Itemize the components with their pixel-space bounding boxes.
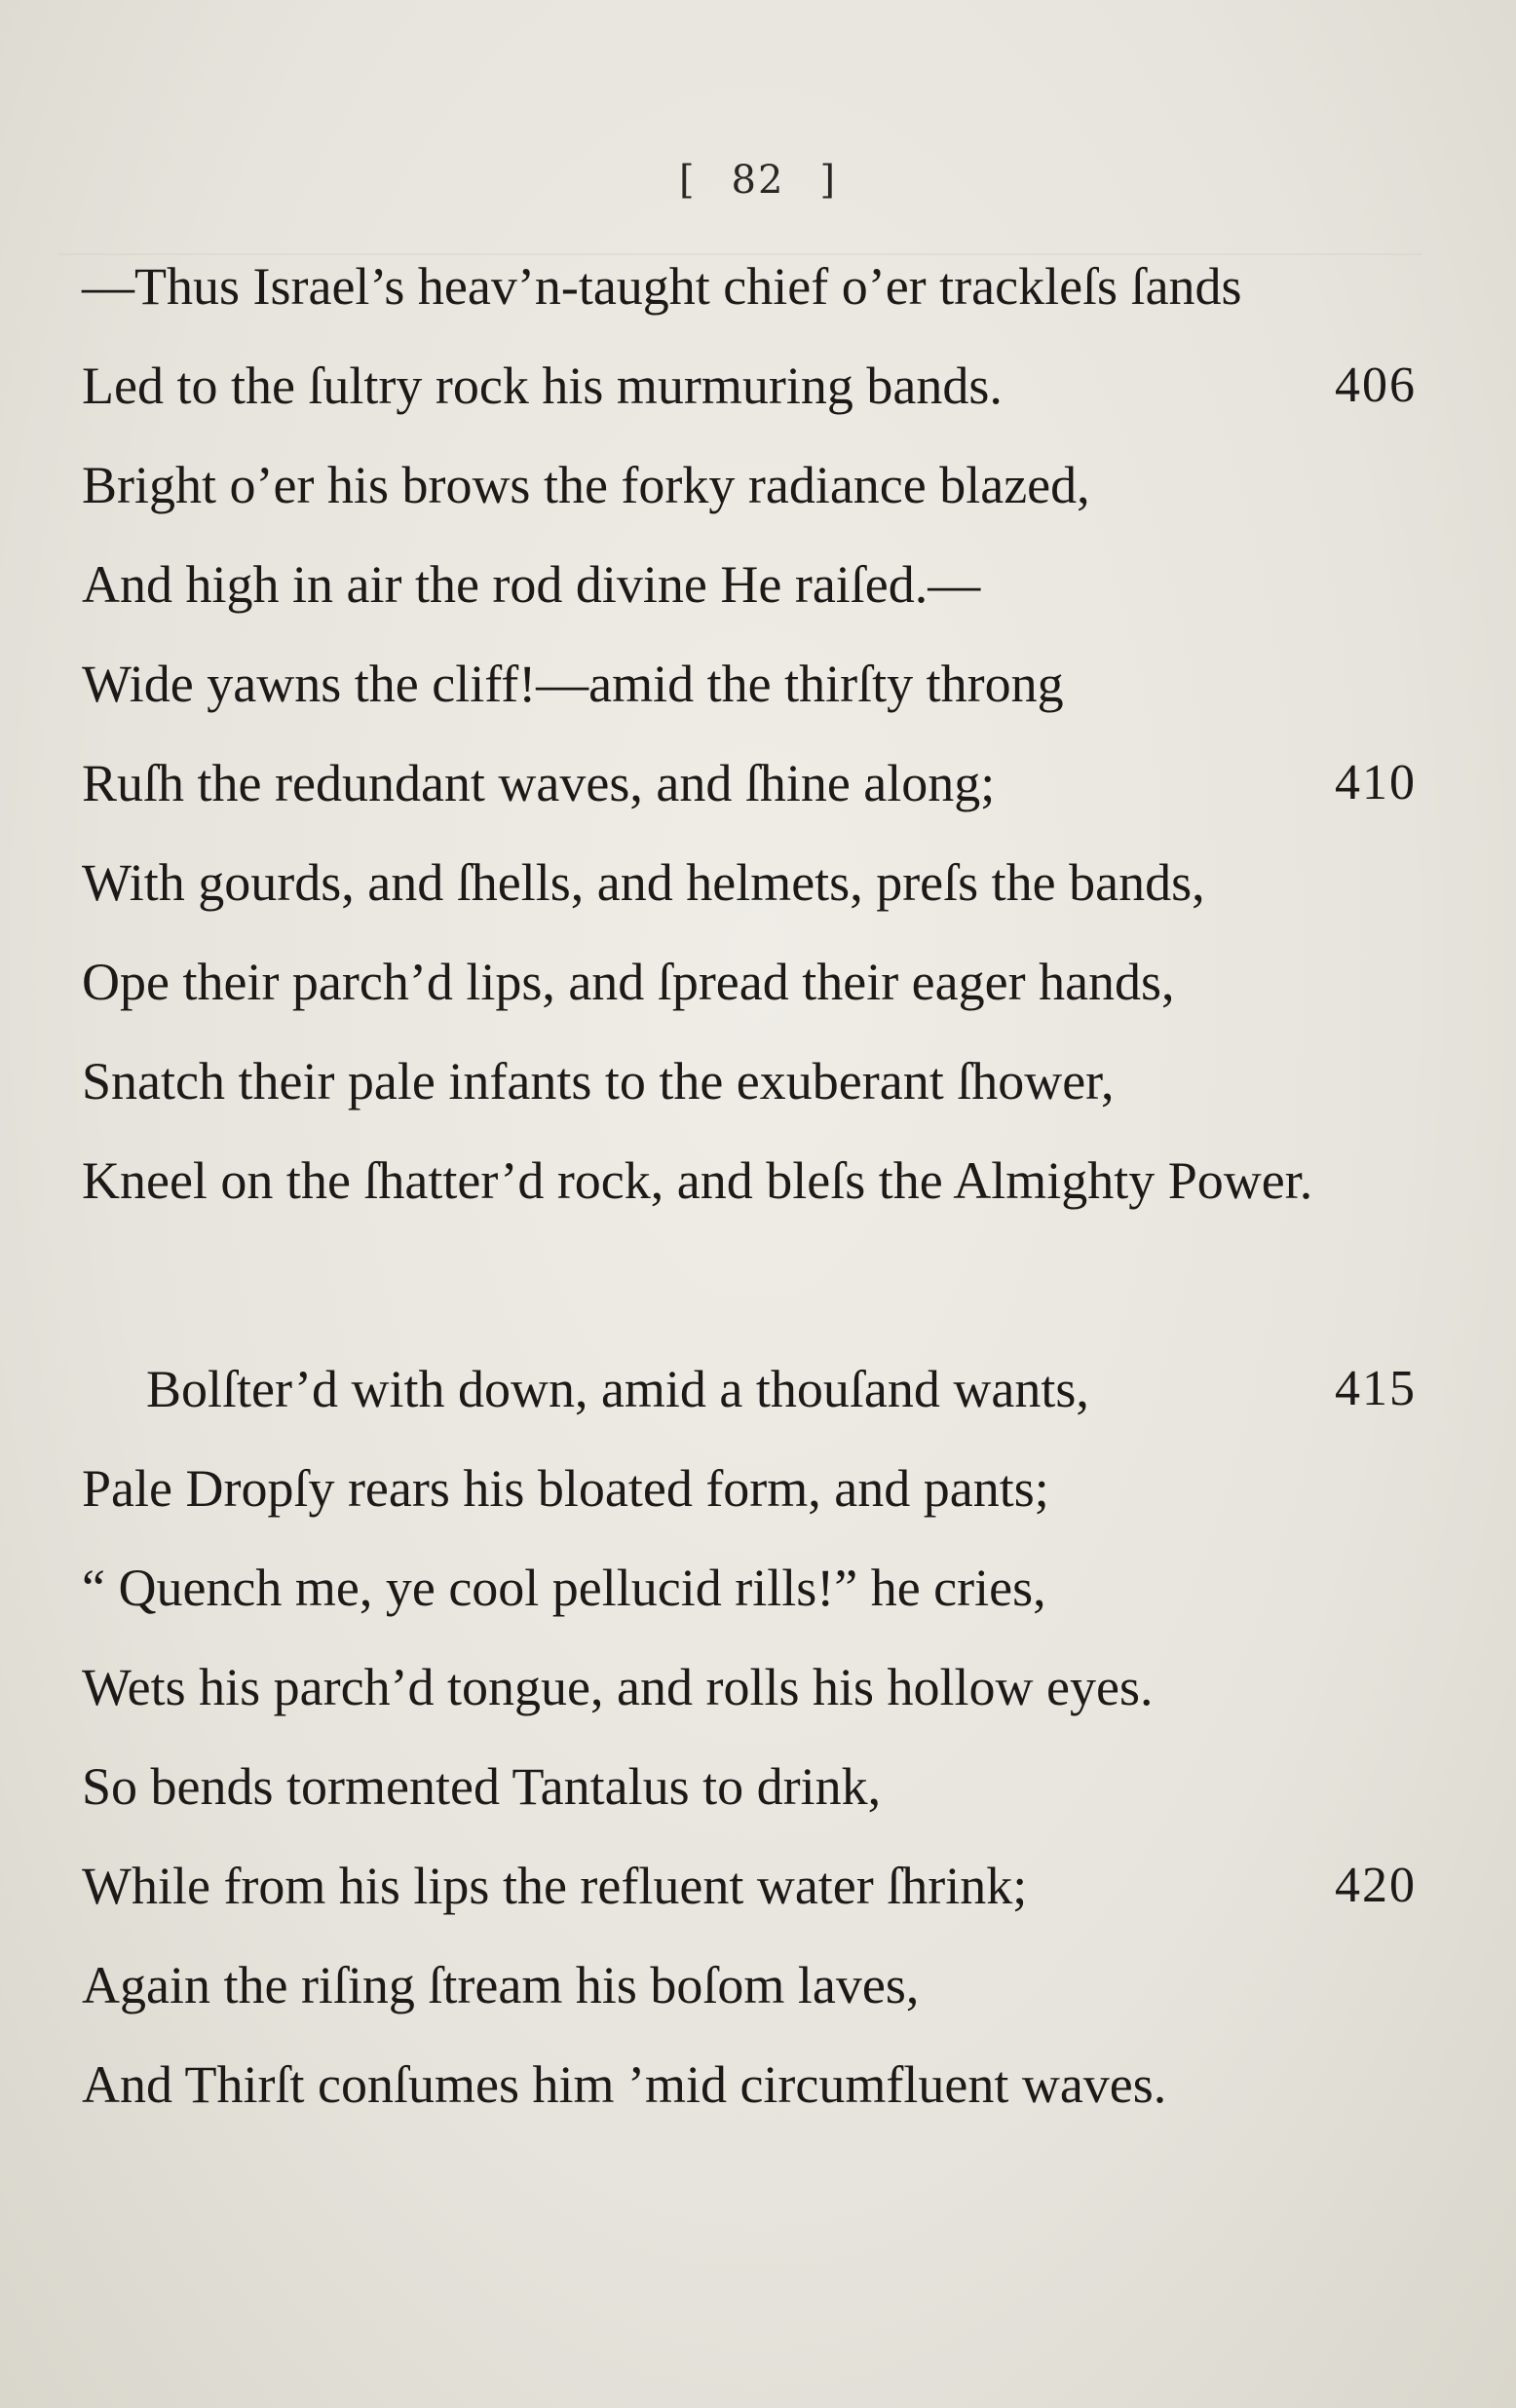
verse-line <box>82 238 1417 337</box>
verse-line-text: —Thus Israel’s heav’n-taught chief o’er trackleſs ſands <box>82 257 1242 316</box>
verse-line-text: Led to the ſultry rock his murmuring bands. <box>82 357 1003 415</box>
verse-line <box>82 1837 1417 1937</box>
verse-line-text: So bends tormented Tantalus to drink, <box>82 1757 882 1816</box>
line-number: 406 <box>1335 357 1417 413</box>
verse-line <box>82 1937 1417 2036</box>
verse-line <box>82 337 1417 436</box>
verse-line-text: And high in air the rod divine He raiſed.— <box>82 555 981 614</box>
verse-line-text: Again the riſing ſtream his boſom laves, <box>82 1956 920 2014</box>
verse-line <box>82 834 1417 933</box>
verse-line-text: Pale Dropſy rears his bloated form, and pants; <box>82 1459 1049 1518</box>
verse-line-text: Wide yawns the cliff!—amid the thirſty throng <box>82 655 1064 713</box>
verse-line-text: Bolſter’d with down, amid a thouſand wants, <box>146 1360 1089 1418</box>
verse-line-text: Ruſh the redundant waves, and ſhine along; <box>82 754 996 812</box>
verse-line-text: Bright o’er his brows the forky radiance blazed, <box>82 456 1090 514</box>
verse-line <box>82 1033 1417 1132</box>
verse-line <box>82 536 1417 635</box>
verse-line <box>82 436 1417 536</box>
stanza-1 <box>82 238 1417 1231</box>
verse-line <box>82 1440 1417 1539</box>
verse-line <box>82 933 1417 1033</box>
verse-line-text: Snatch their pale infants to the exuberant ſhower, <box>82 1052 1115 1110</box>
verse-line-text: With gourds, and ſhells, and helmets, preſs the bands, <box>82 853 1205 912</box>
header-right-bracket: ] <box>819 158 838 203</box>
verse-line-text: While from his lips the refluent water ſhrink; <box>82 1857 1028 1915</box>
verse-line-text: Kneel on the ſhatter’d rock, and bleſs the Almighty Power. <box>82 1151 1313 1210</box>
verse-line <box>82 1340 1417 1440</box>
line-number: 420 <box>1335 1858 1417 1913</box>
page-header <box>0 158 1516 203</box>
page-number: 82 <box>731 158 785 203</box>
verse-line <box>82 1638 1417 1738</box>
line-number: 415 <box>1335 1361 1417 1416</box>
verse-line-text: And Thirſt conſumes him ’mid circumfluent waves. <box>82 2055 1167 2114</box>
header-left-bracket: [ <box>678 158 697 203</box>
verse-line-text: Ope their parch’d lips, and ſpread their eager hands, <box>82 953 1175 1011</box>
verse-line <box>82 635 1417 734</box>
verse-line <box>82 1738 1417 1837</box>
verse-line-text: Wets his parch’d tongue, and rolls his hollow eyes. <box>82 1658 1154 1716</box>
line-number: 410 <box>1335 755 1417 810</box>
verse-line <box>82 1539 1417 1638</box>
verse-line-text: “ Quench me, ye cool pellucid rills!” he cries, <box>82 1559 1046 1617</box>
verse-line <box>82 734 1417 834</box>
stanza-2 <box>82 1340 1417 2135</box>
verse-line <box>82 1132 1417 1231</box>
verse-line <box>82 2036 1417 2135</box>
